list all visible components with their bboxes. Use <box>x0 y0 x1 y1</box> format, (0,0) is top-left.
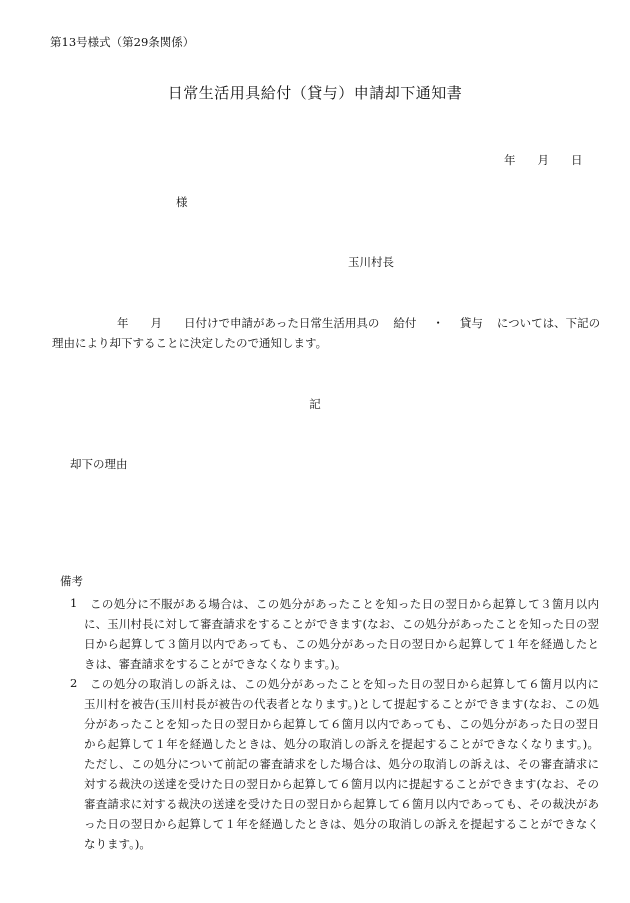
option-lend: 貸与 <box>459 316 483 330</box>
date-month-label: 月 <box>537 153 549 167</box>
addressee-suffix: 様 <box>176 195 188 209</box>
remark-2-line: った日の翌日から起算して１年を経過したときは、処分の取消しの訴えを提起することができなく <box>84 817 599 831</box>
remark-1-line: この処分に不服がある場合は、この処分があったことを知った日の翌日から起算して３箇月以内 <box>90 597 599 611</box>
remark-2-line: なります。)。 <box>84 837 151 851</box>
remark-2-line: 分があったことを知った日の翌日から起算して６箇月以内であっても、この処分があった日の翌日 <box>84 717 599 731</box>
remark-1-line: 日から起算して３箇月以内であっても、この処分があった日の翌日から起算して１年を経過したと <box>84 637 599 651</box>
remark-2-line: ただし、この処分について前記の審査請求をした場合は、処分の取消しの訴えは、その審査請求に <box>84 757 599 771</box>
ki-heading: 記 <box>309 397 321 411</box>
remark-2-line: この処分の取消しの訴えは、この処分があったことを知った日の翌日から起算して６箇月以内に <box>90 677 599 691</box>
body-line-2: 理由により却下することに決定したので通知します。 <box>52 336 328 350</box>
option-separator: ・ <box>432 316 444 330</box>
issuer-name: 玉川村長 <box>348 255 394 269</box>
remarks-heading: 備考 <box>60 574 83 588</box>
option-give: 給付 <box>393 316 417 330</box>
remark-2-line: 対する裁決の送達を受けた日の翌日から起算して６箇月以内に提起することができます(なお、その <box>84 777 599 791</box>
remark-2-line: から起算して１年を経過したときは、処分の取消しの訴えを提起することができなくなります。)。 <box>84 737 599 751</box>
rejection-reason-label: 却下の理由 <box>70 457 128 471</box>
remark-2-line: 玉川村を被告(玉川村長が被告の代表者となります。)として提起することができます(なお、この処 <box>84 697 599 711</box>
document-title: 日常生活用具給付（貸与）申請却下通知書 <box>167 84 463 102</box>
body-text-a: 日付けで申請があった日常生活用具の <box>184 316 380 330</box>
remark-1-line: に、玉川村長に対して審査請求をすることができます(なお、この処分があったことを知った日の翌 <box>84 617 599 631</box>
date-day-label: 日 <box>571 153 583 167</box>
body-line-1 <box>117 315 600 331</box>
body-month-label: 月 <box>150 316 162 330</box>
date-line <box>504 152 583 168</box>
remark-2-line: 審査請求に対する裁決の送達を受けた日の翌日から起算して６箇月以内であっても、その裁決があ <box>84 797 599 811</box>
remark-1-line: きは、審査請求をすることができなくなります。)。 <box>84 657 347 671</box>
form-number: 第13号様式（第29条関係） <box>50 35 195 49</box>
remark-2-number: 2 <box>70 676 78 690</box>
date-year-label: 年 <box>504 153 516 167</box>
remark-1-number: 1 <box>70 596 78 610</box>
body-year-label: 年 <box>117 316 129 330</box>
body-text-b: については、下記の <box>496 316 601 330</box>
